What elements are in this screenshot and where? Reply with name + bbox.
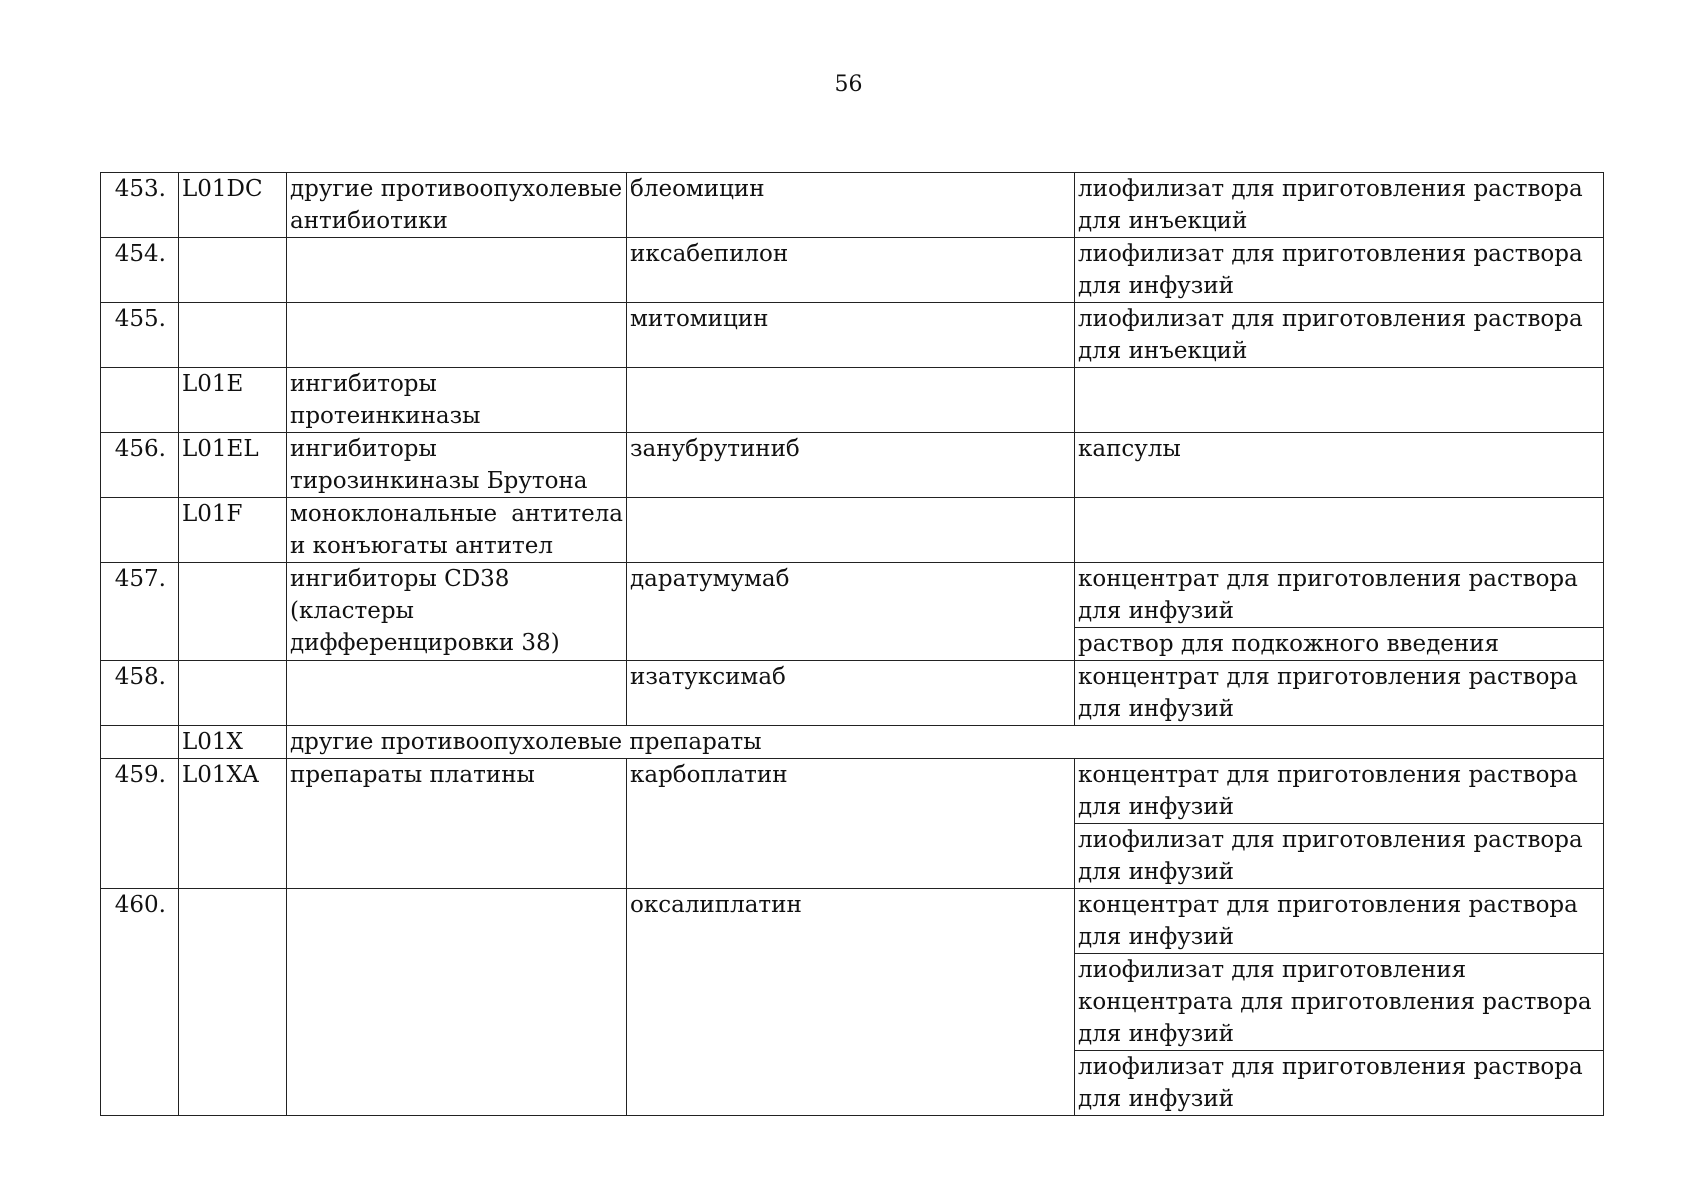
dosage-form bbox=[1075, 498, 1604, 563]
atc-code bbox=[179, 303, 287, 368]
dosage-form: лиофилизат для приготовления раствора для инфузий bbox=[1075, 824, 1604, 889]
dosage-form: лиофилизат для приготовления концентрата для приготовления раствора для инфузий bbox=[1075, 954, 1604, 1051]
drug-name bbox=[627, 368, 1075, 433]
table-row bbox=[101, 759, 1604, 824]
atc-group: моноклональные антитела и конъюгаты антител bbox=[287, 498, 627, 563]
row-number: 458. bbox=[101, 661, 179, 726]
table-row bbox=[101, 498, 1604, 563]
dosage-form: лиофилизат для приготовления раствора для инфузий bbox=[1075, 1051, 1604, 1116]
drug-name: митомицин bbox=[627, 303, 1075, 368]
table-row bbox=[101, 303, 1604, 368]
drug-name: занубрутиниб bbox=[627, 433, 1075, 498]
drug-name: карбоплатин bbox=[627, 759, 1075, 889]
page-number: 56 bbox=[834, 72, 863, 97]
atc-group bbox=[287, 303, 627, 368]
drug-name bbox=[627, 498, 1075, 563]
atc-code: L01EL bbox=[179, 433, 287, 498]
atc-group: препараты платины bbox=[287, 759, 627, 889]
row-number: 456. bbox=[101, 433, 179, 498]
atc-code: L01XA bbox=[179, 759, 287, 889]
atc-code: L01E bbox=[179, 368, 287, 433]
atc-group bbox=[287, 238, 627, 303]
atc-code bbox=[179, 661, 287, 726]
table-row bbox=[101, 661, 1604, 726]
drug-name: блеомицин bbox=[627, 173, 1075, 238]
table-row bbox=[101, 889, 1604, 954]
atc-code bbox=[179, 889, 287, 1116]
row-number: 460. bbox=[101, 889, 179, 1116]
drug-name: оксалиплатин bbox=[627, 889, 1075, 1116]
row-number bbox=[101, 498, 179, 563]
dosage-form: лиофилизат для приготовления раствора для инфузий bbox=[1075, 238, 1604, 303]
dosage-form: лиофилизат для приготовления раствора для инъекций bbox=[1075, 303, 1604, 368]
atc-code: L01F bbox=[179, 498, 287, 563]
atc-code: L01X bbox=[179, 726, 287, 759]
table-row bbox=[101, 238, 1604, 303]
row-number bbox=[101, 726, 179, 759]
table-row bbox=[101, 368, 1604, 433]
atc-group: ингибиторы CD38 (кластеры дифференцировки 38) bbox=[287, 563, 627, 661]
atc-group: другие противоопухолевые антибиотики bbox=[287, 173, 627, 238]
atc-code bbox=[179, 238, 287, 303]
dosage-form: концентрат для приготовления раствора для инфузий bbox=[1075, 889, 1604, 954]
table-row bbox=[101, 173, 1604, 238]
dosage-form: концентрат для приготовления раствора для инфузий bbox=[1075, 661, 1604, 726]
dosage-form bbox=[1075, 368, 1604, 433]
drug-name: изатуксимаб bbox=[627, 661, 1075, 726]
atc-group bbox=[287, 889, 627, 1116]
atc-code: L01DC bbox=[179, 173, 287, 238]
table-row bbox=[101, 433, 1604, 498]
row-number: 459. bbox=[101, 759, 179, 889]
dosage-form: капсулы bbox=[1075, 433, 1604, 498]
dosage-form: раствор для подкожного введения bbox=[1075, 628, 1604, 661]
drug-table bbox=[100, 172, 1604, 1116]
drug-name: иксабепилон bbox=[627, 238, 1075, 303]
table-row bbox=[101, 563, 1604, 628]
row-number: 454. bbox=[101, 238, 179, 303]
dosage-form: концентрат для приготовления раствора для инфузий bbox=[1075, 563, 1604, 628]
atc-code bbox=[179, 563, 287, 661]
table-row bbox=[101, 726, 1604, 759]
dosage-form: концентрат для приготовления раствора для инфузий bbox=[1075, 759, 1604, 824]
drug-name: даратумумаб bbox=[627, 563, 1075, 661]
row-number: 453. bbox=[101, 173, 179, 238]
row-number: 455. bbox=[101, 303, 179, 368]
atc-group: ингибиторы тирозинкиназы Брутона bbox=[287, 433, 627, 498]
row-number: 457. bbox=[101, 563, 179, 661]
row-number bbox=[101, 368, 179, 433]
atc-group: ингибиторы протеинкиназы bbox=[287, 368, 627, 433]
dosage-form: лиофилизат для приготовления раствора для инъекций bbox=[1075, 173, 1604, 238]
atc-group: другие противоопухолевые препараты bbox=[287, 726, 1604, 759]
atc-group bbox=[287, 661, 627, 726]
